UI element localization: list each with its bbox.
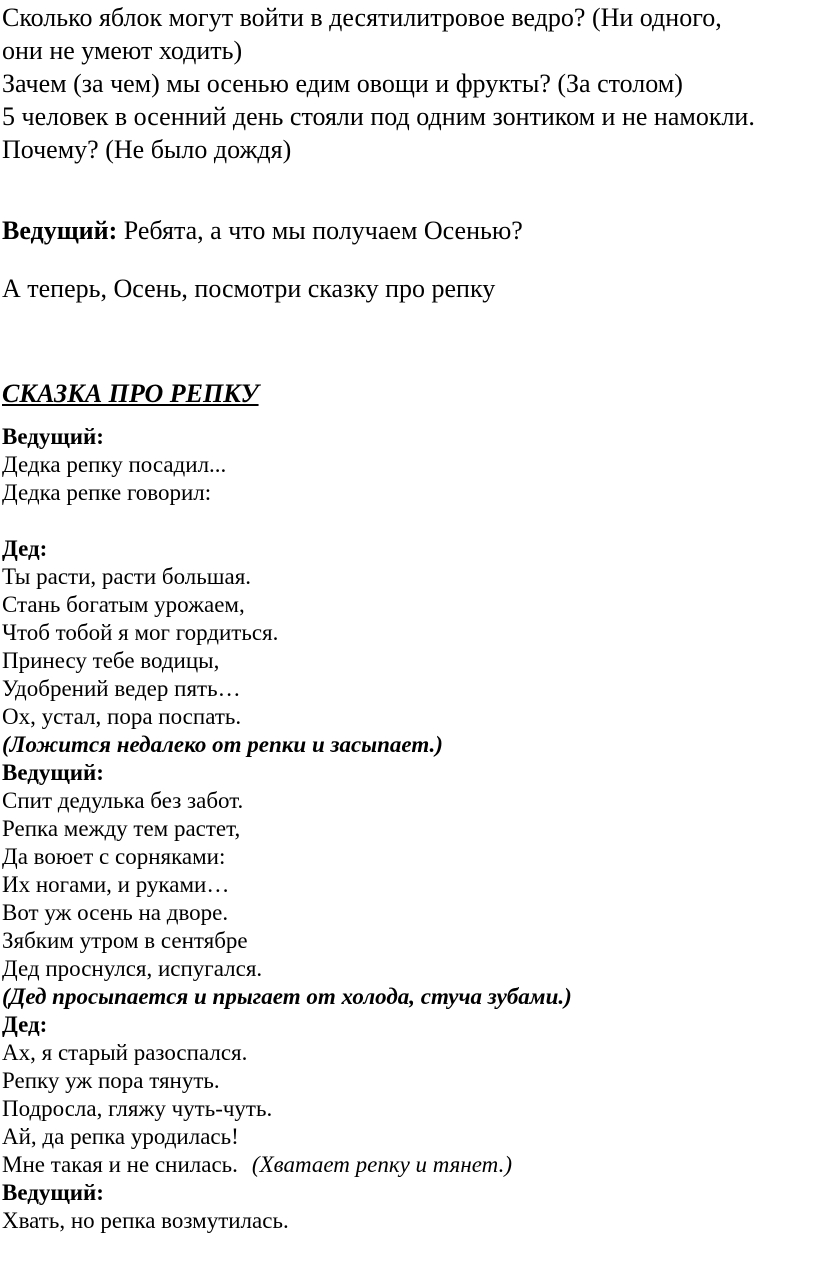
speaker-name: Ведущий: bbox=[2, 760, 104, 785]
inline-stage-direction: (Хватает репку и тянет.) bbox=[251, 1152, 512, 1177]
speaker-name: Ведущий: bbox=[2, 424, 104, 449]
riddle-line: они не умеют ходить) bbox=[2, 36, 243, 65]
verse-line: Чтоб тобой я мог гордиться. bbox=[2, 620, 279, 645]
speaker-name: Ведущий: bbox=[2, 216, 118, 245]
verse-line: Вот уж осень на дворе. bbox=[2, 900, 229, 925]
riddles-block bbox=[2, 0, 814, 166]
transition-line: А теперь, Осень, посмотри сказку про репку bbox=[2, 274, 496, 303]
riddle-line: 5 человек в осенний день стояли под одним зонтиком и не намокли. bbox=[2, 102, 755, 131]
verse-line: Ай, да репка уродилась! bbox=[2, 1124, 239, 1149]
host-question-line bbox=[2, 214, 814, 247]
riddle-line: Почему? (Не было дождя) bbox=[2, 135, 292, 164]
story-script bbox=[2, 423, 814, 1235]
speaker-name: Дед: bbox=[2, 536, 48, 561]
verse-text: Мне такая и не снилась. bbox=[2, 1152, 238, 1177]
riddle-line: Зачем (за чем) мы осенью едим овощи и фрукты? (За столом) bbox=[2, 69, 683, 98]
stage-direction: (Дед просыпается и прыгает от холода, стуча зубами.) bbox=[2, 984, 572, 1009]
verse-line: Подросла, гляжу чуть-чуть. bbox=[2, 1096, 273, 1121]
verse-line: Принесу тебе водицы, bbox=[2, 648, 220, 673]
story-title: СКАЗКА ПРО РЕПКУ bbox=[2, 379, 259, 408]
verse-line: Да воюет с сорняками: bbox=[2, 844, 226, 869]
speaker-name: Дед: bbox=[2, 1012, 48, 1037]
verse-line: Ты расти, расти большая. bbox=[2, 564, 252, 589]
verse-line: Дедка репку посадил... bbox=[2, 452, 227, 477]
stage-direction: (Ложится недалеко от репки и засыпает.) bbox=[2, 732, 443, 757]
verse-line: Дед проснулся, испугался. bbox=[2, 956, 263, 981]
verse-line: Их ногами, и руками… bbox=[2, 872, 230, 897]
verse-line: Удобрений ведер пять… bbox=[2, 676, 241, 701]
verse-line: Стань богатым урожаем, bbox=[2, 592, 245, 617]
verse-line: Спит дедулька без забот. bbox=[2, 788, 244, 813]
document-page bbox=[2, 0, 814, 1235]
verse-line: Ох, устал, пора поспать. bbox=[2, 704, 242, 729]
verse-line: Ах, я старый разоспался. bbox=[2, 1040, 248, 1065]
spacer bbox=[2, 507, 814, 535]
verse-line: Репка между тем растет, bbox=[2, 816, 241, 841]
host-question-text: Ребята, а что мы получаем Осенью? bbox=[117, 216, 523, 245]
verse-line-with-stage bbox=[2, 1151, 814, 1179]
speaker-name: Ведущий: bbox=[2, 1180, 104, 1205]
verse-line: Дедка репке говорил: bbox=[2, 480, 212, 505]
verse-line: Хвать, но репка возмутилась. bbox=[2, 1208, 289, 1233]
verse-line: Зябким утром в сентябре bbox=[2, 928, 248, 953]
riddle-line: Сколько яблок могут войти в десятилитровое ведро? (Ни одного, bbox=[2, 3, 722, 32]
verse-line: Репку уж пора тянуть. bbox=[2, 1068, 220, 1093]
